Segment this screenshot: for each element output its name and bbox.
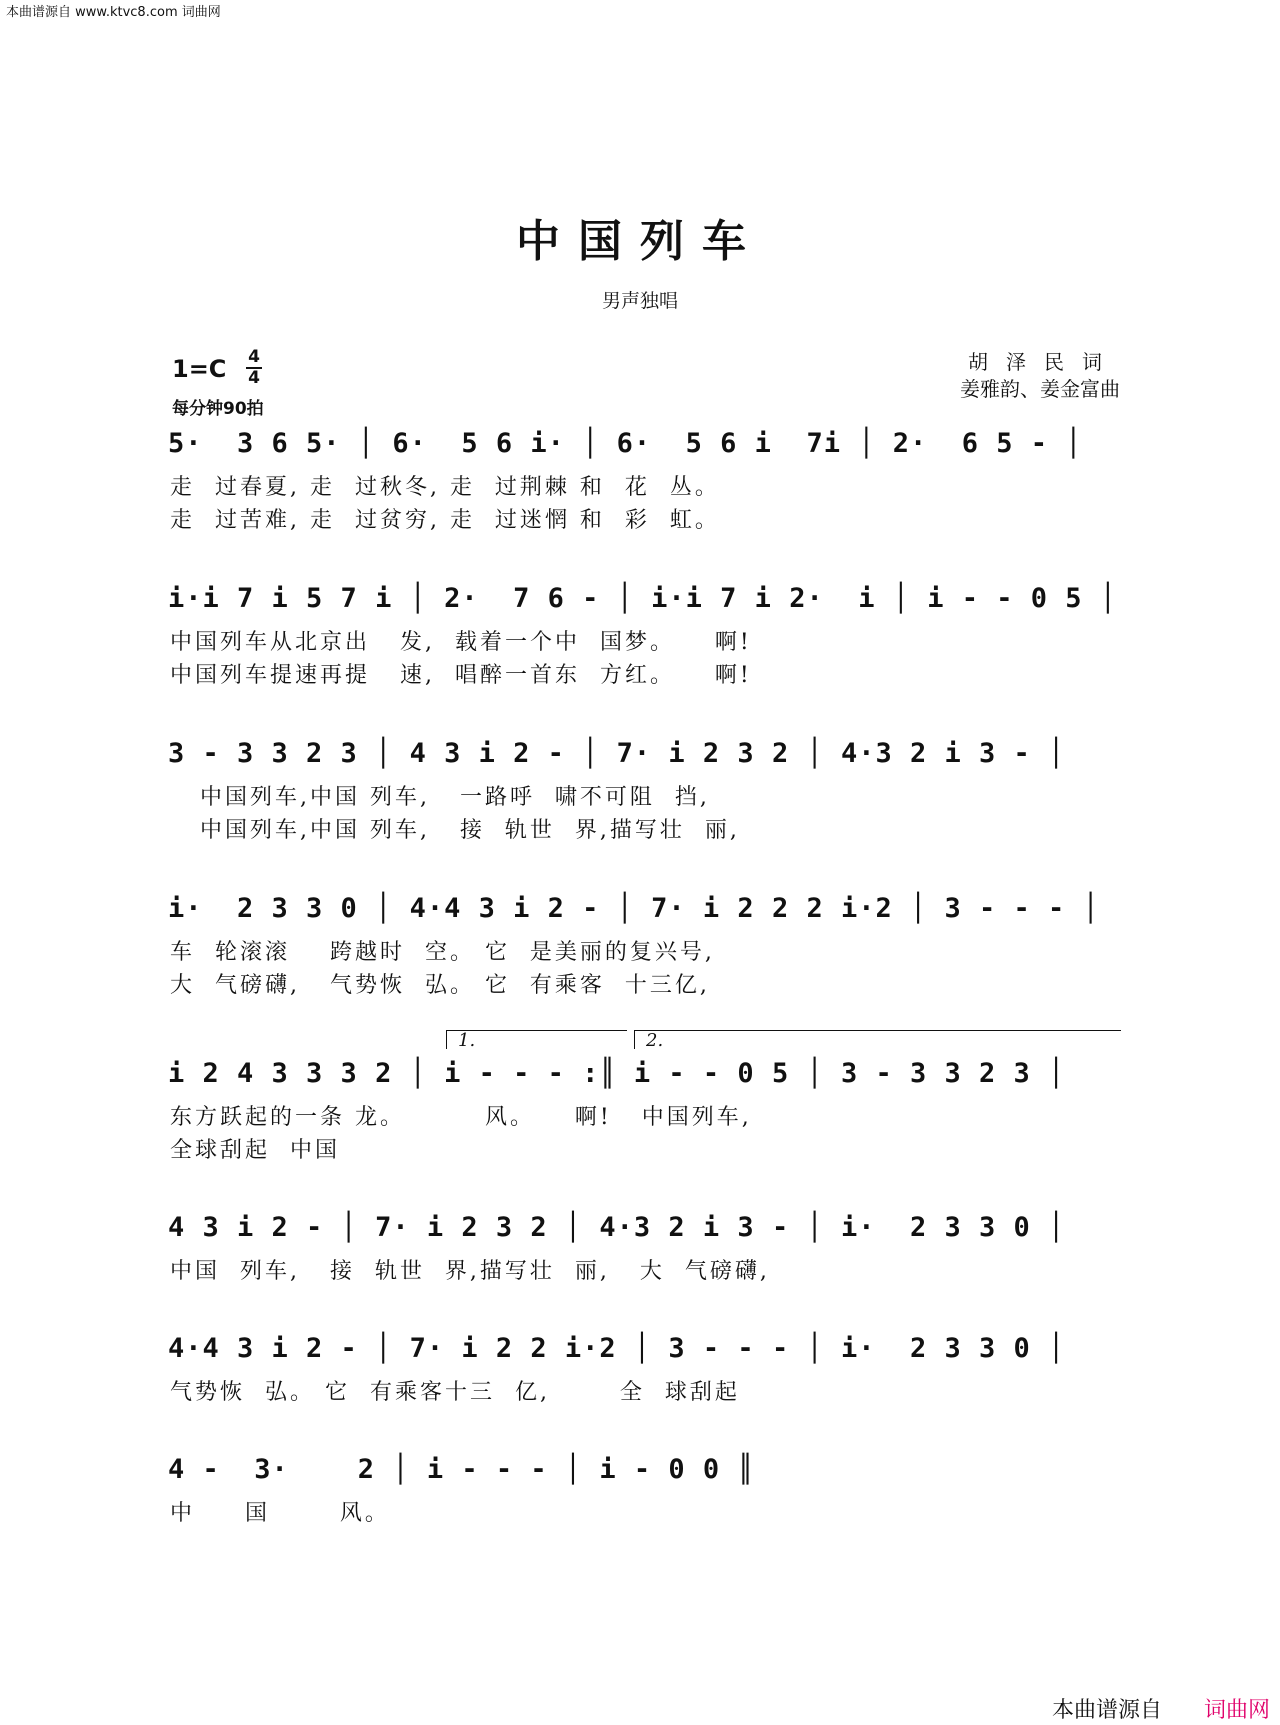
lyric-line-1-verse-1: 走 过春夏, 走 过秋冬, 走 过荆棘 和 花 丛。: [170, 475, 720, 500]
key-signature: 1=C: [172, 355, 227, 383]
notation-line-4: i· 2 3 3 0 │ 4·4 3 i 2 - │ 7· i 2 2 2 i·2 │ 3 - - - │: [168, 893, 1100, 924]
time-signature: [246, 349, 262, 387]
notation-line-1: 5· 3 6 5· │ 6· 5 6 i· │ 6· 5 6 i 7i │ 2· 6 5 - │: [168, 428, 1083, 459]
lyric-line-3-verse-1: 中国列车,中国 列车, 一路呼 啸不可阻 挡,: [170, 785, 710, 810]
lyric-line-8: 中 国 风。: [170, 1501, 390, 1526]
second-ending-bracket: [634, 1030, 1121, 1049]
lyric-line-1-verse-2: 走 过苦难, 走 过贫穷, 走 过迷惘 和 彩 虹。: [170, 508, 720, 533]
notation-line-6: 4 3 i 2 - │ 7· i 2 3 2 │ 4·3 2 i 3 - │ i· 2 3 3 0 │: [168, 1212, 1066, 1243]
lyric-line-6: 中国 列车, 接 轨世 界,描写壮 丽, 大 气磅礴,: [170, 1259, 770, 1284]
lyric-line-5-verse-1: 东方跃起的一条 龙。 风。 啊! 中国列车,: [170, 1105, 752, 1130]
lyric-line-5-verse-2: 全球刮起 中国: [170, 1138, 340, 1163]
lyric-line-4-verse-1: 车 轮滚滚 跨越时 空。 它 是美丽的复兴号,: [170, 940, 715, 965]
notation-line-8: 4 - 3· 2 │ i - - - │ i - 0 0 ║: [168, 1454, 755, 1485]
footer-brand: 本曲谱源自: [1051, 1698, 1162, 1723]
second-ending-label: 2.: [646, 1030, 664, 1051]
notation-line-3: 3 - 3 3 2 3 │ 4 3 i 2 - │ 7· i 2 3 2 │ 4·3 2 i 3 - │: [168, 738, 1066, 769]
lyric-line-4-verse-2: 大 气磅礴, 气势恢 弘。 它 有乘客 十三亿,: [170, 973, 710, 998]
source-watermark: 本曲谱源自 www.ktvc8.com 词曲网: [6, 5, 221, 20]
notation-line-5: i 2 4 3 3 3 2 │ i - - - :║ i - - 0 5 │ 3 - 3 3 2 3 │: [168, 1058, 1066, 1089]
song-title: 中国列车: [516, 216, 764, 267]
song-subtitle: 男声独唱: [601, 290, 678, 312]
lyric-line-2-verse-1: 中国列车从北京出 发, 载着一个中 国梦。 啊!: [170, 630, 752, 655]
lyric-line-2-verse-2: 中国列车提速再提 速, 唱醉一首东 方红。 啊!: [170, 663, 752, 688]
composer-credit: 姜雅韵、姜金富曲: [960, 377, 1120, 401]
time-signature-bottom: 4: [248, 368, 260, 388]
lyric-line-7: 气势恢 弘。 它 有乘客十三 亿, 全 球刮起: [170, 1380, 740, 1405]
notation-line-2: i·i 7 i 5 7 i │ 2· 7 6 - │ i·i 7 i 2· i │ i - - 0 5 │: [168, 583, 1118, 614]
time-signature-top: 4: [248, 347, 260, 367]
lyric-line-3-verse-2: 中国列车,中国 列车, 接 轨世 界,描写壮 丽,: [170, 818, 740, 843]
first-ending-label: 1.: [458, 1030, 476, 1051]
notation-line-7: 4·4 3 i 2 - │ 7· i 2 2 i·2 │ 3 - - - │ i· 2 3 3 0 │: [168, 1333, 1066, 1364]
tempo-marking: 每分钟90拍: [172, 399, 264, 419]
lyricist-credit: 胡泽民词: [968, 350, 1120, 374]
footer-site-link[interactable]: 词曲网: [1203, 1698, 1270, 1723]
